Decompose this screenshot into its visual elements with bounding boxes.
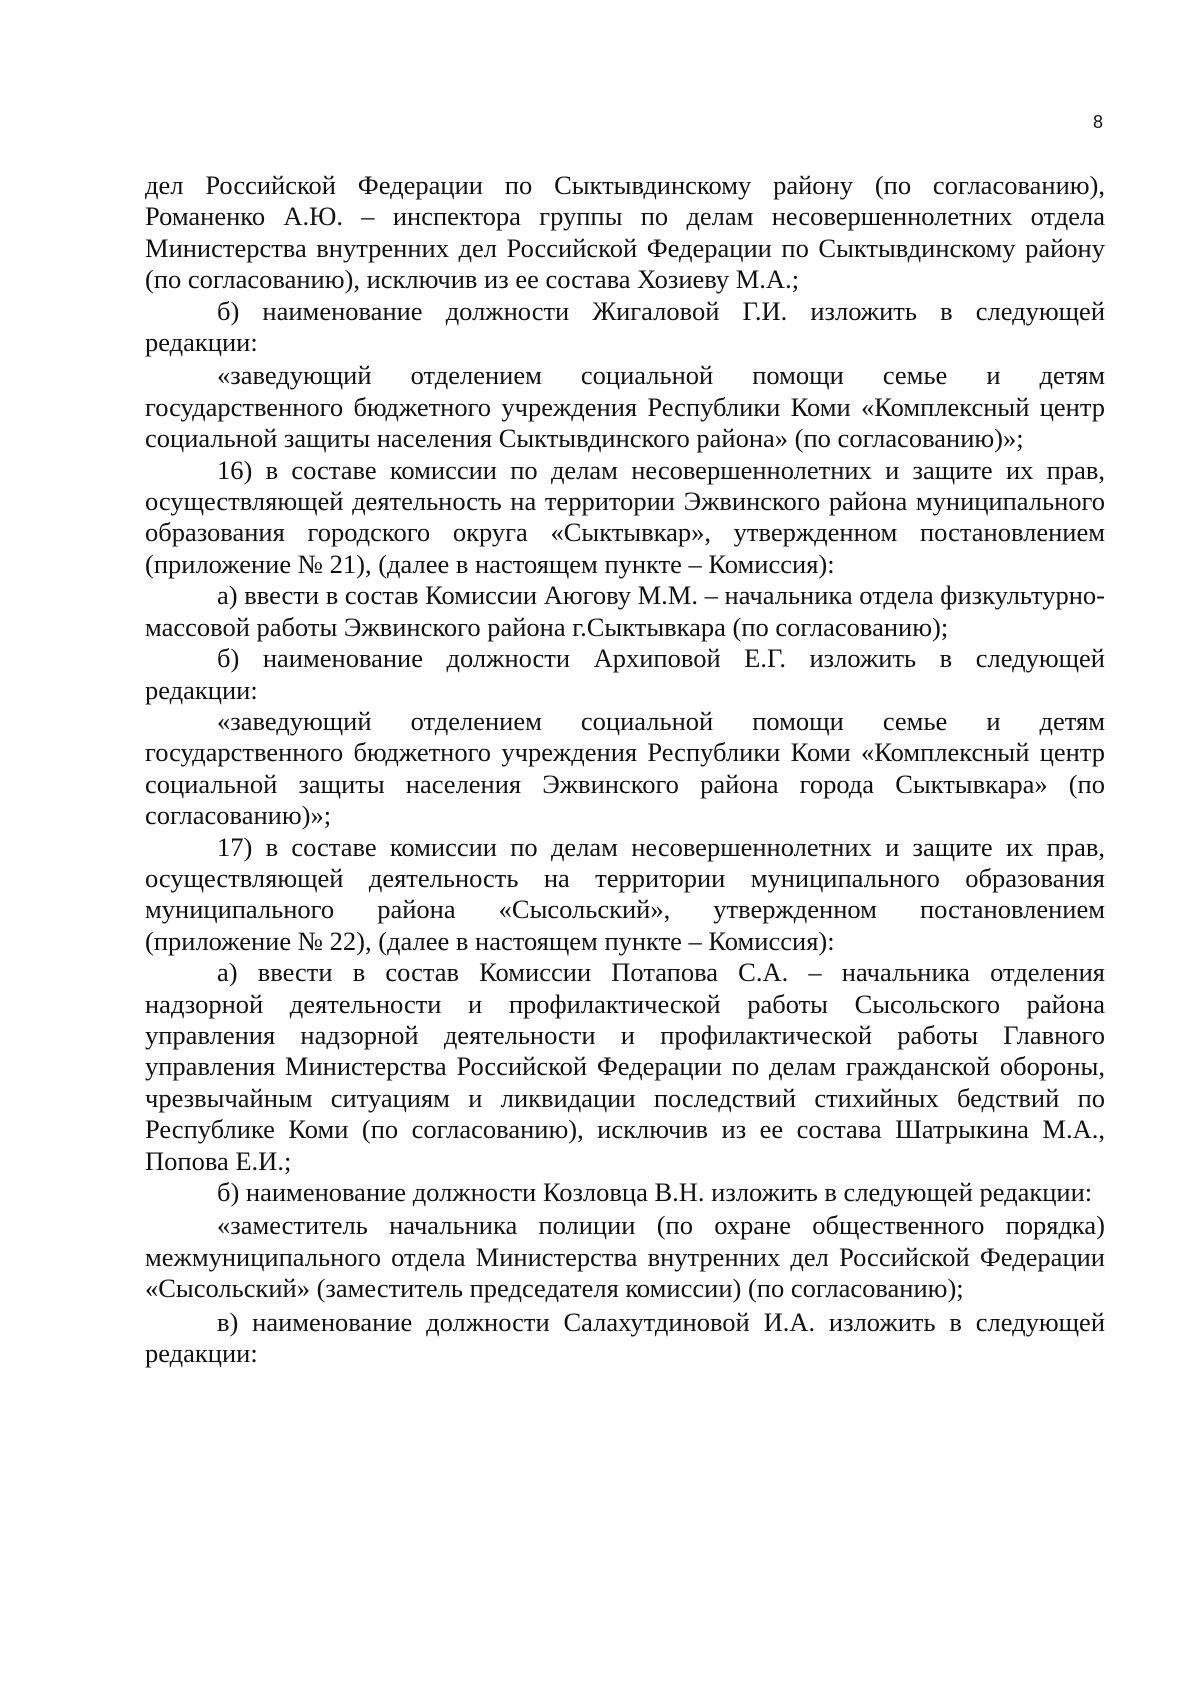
paragraph-item-17: 17) в составе комиссии по делам несовершеннолетних и защите их прав, осуществляющей деятельность на территории муниципального образования муниципального района «Сысольский», утвержденном постановлением (приложение № 22), (далее в настоящем пункте – Комиссия): [145, 831, 1105, 956]
page-number: 8 [1092, 112, 1103, 132]
paragraph-item-a-ayugova: а) ввести в состав Комиссии Аюгову М.М. – начальника отдела физкультурно-массовой работы Эжвинского района г.Сыктывкара (по согласованию); [145, 580, 1105, 642]
paragraph-quote-zhigalova: «заведующий отделением социальной помощи семье и детям государственного бюджетного учреждения Республики Коми «Комплексный центр социальной защиты населения Сыктывдинского района» (по согласованию)»; [145, 360, 1105, 454]
document-body [145, 170, 1105, 1369]
paragraph-item-16: 16) в составе комиссии по делам несовершеннолетних и защите их прав, осуществляющей деятельность на территории Эжвинского района муниципального образования городского округа «Сыктывкар», утвержденном постановлением (приложение № 21), (далее в настоящем пункте – Комиссия): [145, 454, 1105, 579]
paragraph-item-b-zhigalova: б) наименование должности Жигаловой Г.И. изложить в следующей редакции: [145, 295, 1105, 358]
paragraph-item-v-salakhutdinova: в) наименование должности Салахутдиновой И.А. изложить в следующей редакции: [145, 1306, 1105, 1369]
paragraph-quote-kozlovets: «заместитель начальника полиции (по охране общественного порядка) межмуниципального отдела Министерства внутренних дел Российской Федерации «Сысольский» (заместитель председателя комиссии) (по согласованию); [145, 1210, 1105, 1304]
paragraph-item-a-potapov: а) ввести в состав Комиссии Потапова С.А. – начальника отделения надзорной деятельности и профилактической работы Сысольского района управления надзорной деятельности и профилактической работы Главного управления Министерства Российской Федерации по делам гражданской обороны, чрезвычайным ситуациям и ликвидации последствий стихийных бедствий по Республике Коми (по согласованию), исключив из ее состава Шатрыкина М.А., Попова Е.И.; [145, 957, 1105, 1176]
paragraph-item-b-kozlovets: б) наименование должности Козловца В.Н. изложить в следующей редакции: [217, 1177, 1093, 1207]
paragraph-continuation: дел Российской Федерации по Сыктывдинскому району (по согласованию), Романенко А.Ю. – инспектора группы по делам несовершеннолетних отдела Министерства внутренних дел Российской Федерации по Сыктывдинскому району (по согласованию), исключив из ее состава Хозиеву М.А.; [145, 170, 1105, 295]
paragraph-quote-arkhipova: «заведующий отделением социальной помощи семье и детям государственного бюджетного учреждения Республики Коми «Комплексный центр социальной защиты населения Эжвинского района города Сыктывкара» (по согласованию)»; [145, 705, 1105, 831]
paragraph-item-b-arkhipova: б) наименование должности Архиповой Е.Г. изложить в следующей редакции: [145, 643, 1105, 705]
